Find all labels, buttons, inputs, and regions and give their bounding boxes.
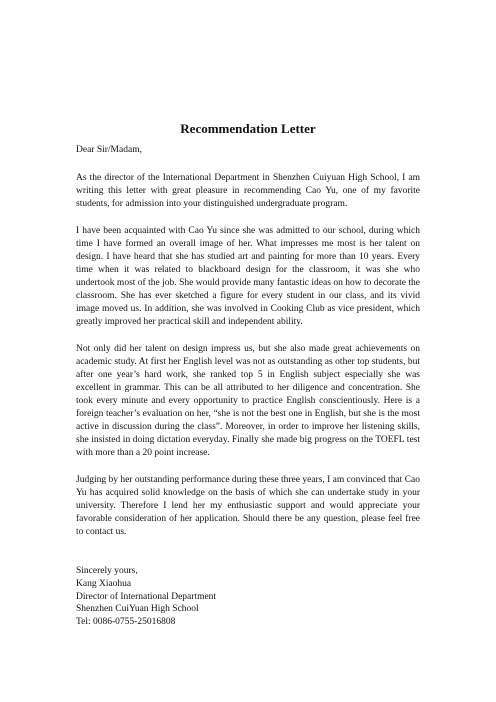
- signer-name: Kang Xiaohua: [76, 578, 132, 589]
- paragraph-introduction: As the director of the International Department in Shenzhen Cuiyuan High School, I am writing this letter with great pleasure in recommending Cao Yu, one of my favorite students, for admission into your distinguished undergraduate program.: [76, 173, 420, 209]
- signer-position: Director of International Department: [76, 591, 217, 602]
- signer-telephone: Tel: 0086-0755-25016808: [76, 617, 176, 628]
- salutation: Dear Sir/Madam,: [76, 145, 142, 155]
- paragraph-conclusion: Judging by her outstanding performance during these three years, I am convinced that Cao Yu has acquired solid knowledge on the basis of which she can undertake study in your university. Therefore I lend her my enthusiastic support and would appreciate your favorable consideration of her application. Should there be any question, please feel free to contact us.: [76, 475, 421, 537]
- letter-title: Recommendation Letter: [180, 121, 316, 136]
- paragraph-design-talent: I have been acquainted with Cao Yu since she was admitted to our school, during which time I have formed an overall image of her. What impresses me most is her talent on design. I have heard that she has studied art and painting for more than 10 years. Every time when it was related to blackboard design for the classroom, it was she who undertook most of the job. She would provide many fantastic ideas on how to decorate the classroom. She has ever sketched a figure for every student in our class, and its vivid image moved us. In addition, she was involved in Cooking Club as vice president, which greatly improved her practical skill and independent ability.: [76, 226, 420, 327]
- signer-school: Shenzhen CuiYuan High School: [76, 604, 199, 615]
- letter-page: [76, 121, 420, 629]
- closing-line: Sincerely yours,: [76, 566, 138, 576]
- signature-block: [76, 565, 420, 629]
- paragraph-academic-study: Not only did her talent on design impress us, but she also made great achievements on academic study. At first her English level was not as outstanding as other top students, but after one year’s hard work, she ranked top 5 in English subject especially she was excellent in grammar. This can be all attributed to her diligence and concentration. She took every minute and every opportunity to practice English conscientiously. Here is a foreign teacher’s evaluation on her, “she is not the best one in English, but she is the most active in discussion during the class”. Moreover, in order to improve her listening skills, she insisted in doing dictation everyday. Finally she made big progress on the TOEFL test with more than a 20 point increase.: [76, 344, 420, 458]
